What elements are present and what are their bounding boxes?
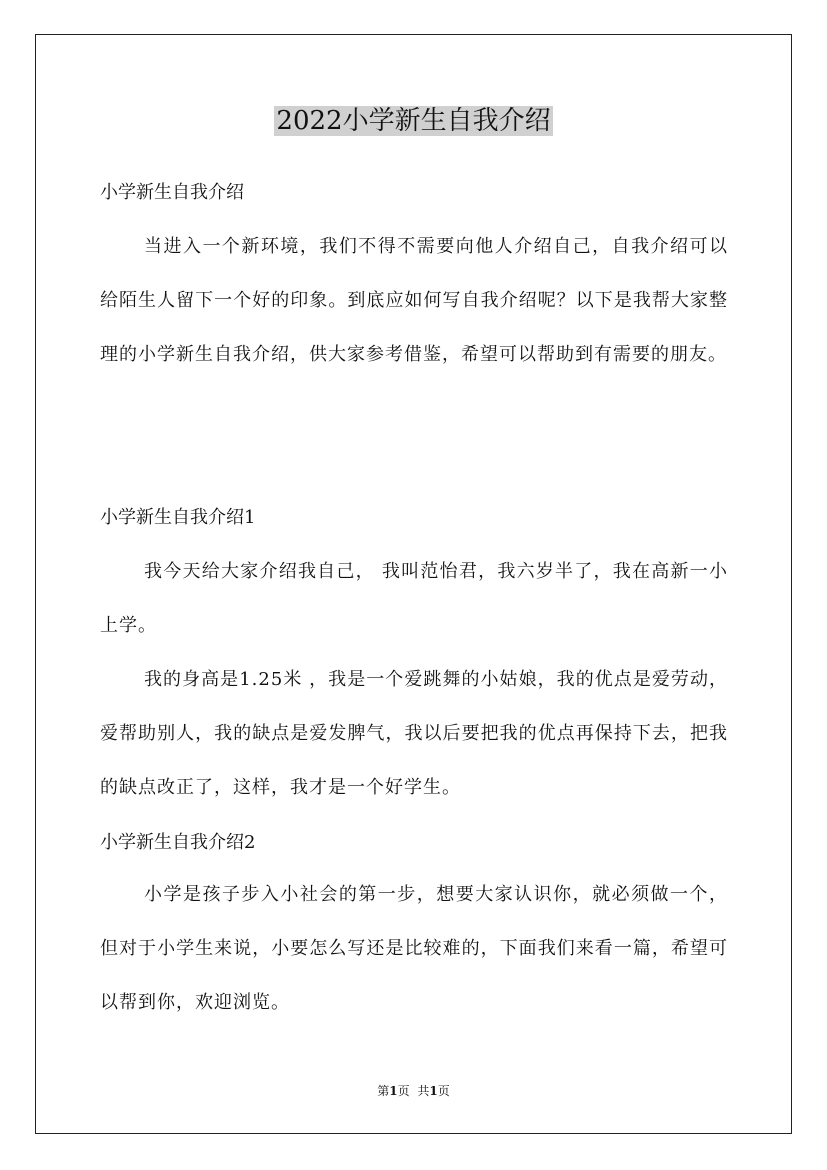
- intro-heading: 小学新生自我介绍: [100, 182, 244, 203]
- intro-paragraph: 当进入一个新环境，我们不得不需要向他人介绍自己，自我介绍可以给陌生人留下一个好的印象。到底应如何写自我介绍呢？以下是我帮大家整理的小学新生自我介绍，供大家参考借鉴，希望可以帮助到有需要的朋友。: [100, 236, 728, 365]
- section-1-paragraph-2: 我的身高是1.25米 ，我是一个爱跳舞的小姑娘，我的优点是爱劳动，爱帮助别人，我的缺点是爱发脾气，我以后要把我的优点再保持下去，把我的缺点改正了，这样，我才是一个好学生。: [100, 669, 728, 798]
- footer-total-prefix: 共: [417, 1084, 430, 1098]
- footer-total-pages: 1: [429, 1084, 438, 1098]
- footer-total-suffix: 页: [437, 1084, 450, 1098]
- footer-page-prefix: 第: [377, 1084, 390, 1098]
- footer-page-suffix: 页: [397, 1084, 410, 1098]
- section-2-paragraph-1: 小学是孩子步入小社会的第一步，想要大家认识你，就必须做一个，但对于小学生来说，小要怎么写还是比较难的，下面我们来看一篇，希望可以帮到你，欢迎浏览。: [100, 884, 728, 1013]
- document-title: [0, 100, 827, 142]
- footer-page-number: 1: [389, 1084, 398, 1098]
- section-1-paragraph-1: 我今天给大家介绍我自己， 我叫范怡君，我六岁半了，我在高新一小上学。: [100, 561, 728, 636]
- section-heading-1: 小学新生自我介绍1: [100, 507, 256, 528]
- document-title-text: 2022小学新生自我介绍: [276, 106, 551, 136]
- page-footer: [0, 1083, 827, 1099]
- section-heading-2: 小学新生自我介绍2: [100, 832, 256, 853]
